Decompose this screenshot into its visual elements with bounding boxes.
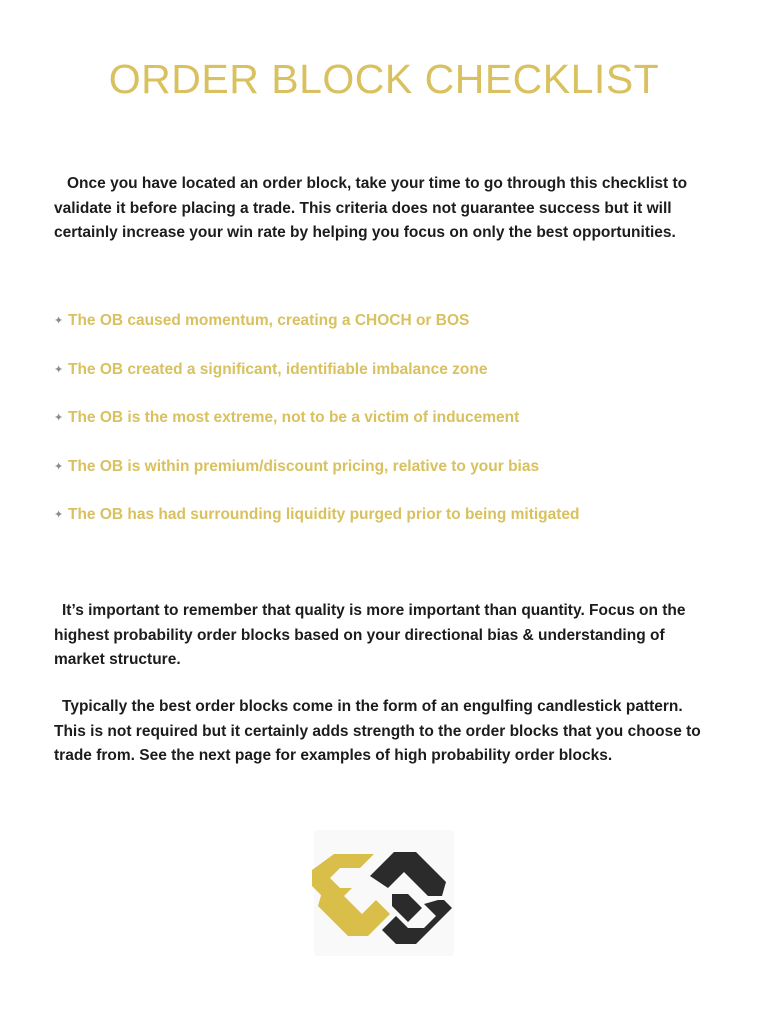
checklist-item-text: The OB created a significant, identifiable imbalance zone — [68, 360, 488, 378]
sparkle-icon: ✦ — [54, 509, 64, 521]
interlocking-chevrons-logo — [312, 818, 456, 968]
sparkle-icon: ✦ — [54, 315, 64, 327]
engulfing-paragraph: Typically the best order blocks come in the form of an engulfing candlestick pattern. This is not required but it certainly adds strength to the order blocks that you choose to trade from. See the next page for examples of high probability order blocks. — [54, 698, 701, 764]
sparkle-icon: ✦ — [54, 412, 64, 424]
checklist-item — [54, 406, 734, 455]
sparkle-icon: ✦ — [54, 460, 64, 473]
checklist-item — [54, 503, 734, 552]
intro-paragraph: Once you have located an order block, take your time to go through this checklist to validate it before placing a trade. This criteria does not guarantee success but it will certainly increase your win rate by helping you focus on only the best opportunities. — [54, 175, 688, 241]
quality-paragraph: It’s important to remember that quality is more important than quantity. Focus on the highest probability order blocks based on your directional bias & understanding of market structure. — [54, 602, 686, 668]
checklist-item — [54, 309, 734, 358]
checklist-item — [54, 358, 734, 407]
checklist-item-text: The OB has had surrounding liquidity purged prior to being mitigated — [68, 506, 580, 523]
checklist-item-text: The OB is within premium/discount pricing, relative to your bias — [68, 457, 540, 475]
checklist-item-text: The OB is the most extreme, not to be a victim of inducement — [68, 409, 520, 426]
order-block-checklist — [54, 309, 734, 552]
checklist-item-text: The OB caused momentum, creating a CHOCH or BOS — [68, 312, 470, 329]
page-title: ORDER BLOCK CHECKLIST — [108, 56, 660, 102]
checklist-item — [54, 455, 734, 504]
sparkle-icon: ✦ — [54, 363, 64, 376]
